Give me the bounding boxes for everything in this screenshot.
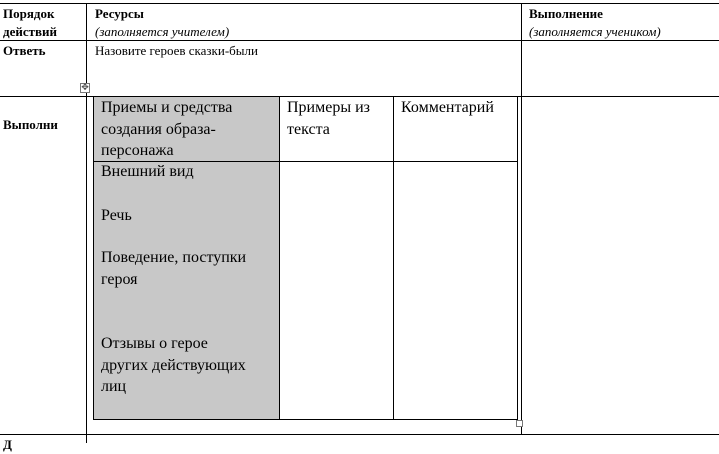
inner-item-behavior <box>101 247 246 290</box>
header-resources-title: Ресурсы <box>95 6 144 21</box>
inner-header-techniques-line1: Приемы и средства <box>101 99 233 116</box>
inner-header-examples-line1: Примеры из <box>287 99 370 116</box>
inner-header-techniques <box>101 97 232 162</box>
next-row-fragment: Д <box>3 437 12 452</box>
inner-header-techniques-line3: персонажа <box>101 142 174 159</box>
inner-bottom-border <box>93 419 518 420</box>
inner-header-comment-line1: Комментарий <box>401 99 494 116</box>
inner-item-reviews-line3: лиц <box>101 378 127 395</box>
table-resize-handle[interactable] <box>516 420 523 427</box>
outer-col-divider-1 <box>86 3 87 443</box>
row-do-label: Выполни <box>3 117 58 132</box>
header-execution-note: (заполняется учеником) <box>529 24 661 39</box>
outer-border-top <box>0 3 719 4</box>
inner-header-techniques-line2: создания образа- <box>101 120 216 138</box>
row-answer-text: Назовите героев сказки-были <box>95 43 258 58</box>
inner-header-comment <box>401 97 494 119</box>
inner-item-reviews-line2: других действующих <box>101 356 246 374</box>
inner-col-divider-1 <box>279 97 280 420</box>
inner-item-speech: Речь <box>101 207 132 224</box>
header-col1-line2: действий <box>3 24 57 39</box>
inner-col-divider-2 <box>393 97 394 420</box>
row-answer-label: Ответь <box>3 43 46 58</box>
outer-row-divider-3 <box>0 434 719 435</box>
header-execution-title: Выполнение <box>529 6 603 21</box>
inner-item-reviews <box>101 333 246 398</box>
inner-header-examples <box>287 97 370 140</box>
inner-item-behavior-line2: героя <box>101 270 138 288</box>
inner-right-border <box>517 97 518 420</box>
outer-col-divider-2 <box>521 3 522 434</box>
inner-header-examples-line2: текста <box>287 120 330 138</box>
inner-item-appearance: Внешний вид <box>101 163 194 180</box>
inner-item-reviews-line1: Отзывы о герое <box>101 335 208 352</box>
header-resources-note: (заполняется учителем) <box>95 24 230 39</box>
table-move-icon[interactable]: ✥ <box>81 83 89 93</box>
header-col1-line1: Порядок <box>3 6 55 21</box>
inner-left-border <box>93 97 94 420</box>
inner-item-behavior-line1: Поведение, поступки <box>101 249 247 266</box>
